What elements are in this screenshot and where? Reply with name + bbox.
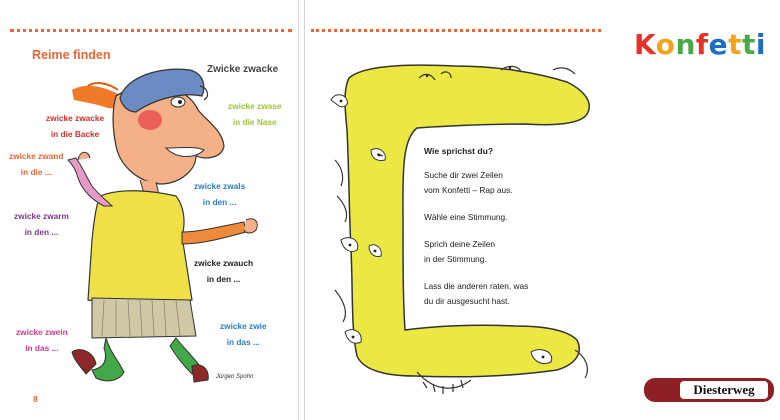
left-page (0, 0, 299, 420)
rhyme-line: in den ... (24, 227, 59, 237)
instruction-paragraph (424, 279, 589, 309)
instruction-line: du dir ausgesucht hast. (424, 296, 510, 306)
poem-title: Zwicke zwacke (207, 64, 279, 75)
rhyme-zwie (220, 318, 267, 350)
rhyme-zwauch (194, 255, 253, 287)
section-heading: Wie sprichst du? (424, 146, 494, 156)
instruction-line: Lass die anderen raten, was (424, 281, 529, 291)
publisher-name: Diesterweg (680, 381, 768, 399)
logo-letter: o (655, 28, 676, 61)
rhyme-line: in den ... (202, 197, 237, 207)
instruction-line: Wähle eine Stimmung. (424, 212, 508, 222)
instruction-paragraph (424, 168, 589, 198)
rhyme-zwals (194, 178, 245, 210)
publisher-badge (644, 378, 774, 402)
instruction-line: vom Konfetti – Rap aus. (424, 185, 513, 195)
rhyme-zwein (16, 324, 68, 356)
rhyme-line: in die Nase (232, 117, 277, 127)
rhyme-line: zwicke zwauch (194, 258, 254, 268)
rhyme-line: zwicke zwein (16, 327, 68, 337)
rhyme-line: in die ... (20, 167, 52, 177)
logo-letter: t (741, 28, 756, 61)
rhyme-line: zwicke zwase (228, 101, 282, 111)
rhyme-line: zwicke zwacke (46, 113, 105, 123)
konfetti-logo (634, 28, 766, 61)
rhyme-zwarm (14, 208, 69, 240)
instruction-line: Sprich deine Zeilen (424, 239, 496, 249)
rhyme-line: in das ... (226, 337, 260, 347)
logo-letter: f (695, 28, 709, 61)
rhyme-line: in die Backe (50, 129, 100, 139)
rhyme-line: zwicke zwand (9, 151, 64, 161)
instruction-paragraph (424, 210, 589, 225)
rhyme-nase (228, 98, 282, 130)
logo-letter: e (708, 28, 729, 61)
rhyme-line: zwicke zwals (194, 181, 246, 191)
logo-letter: i (755, 28, 766, 61)
instruction-paragraph (424, 237, 589, 267)
logo-letter: K (634, 28, 656, 61)
logo-letter: t (728, 28, 742, 61)
rhyme-line: zwicke zwarm (14, 211, 69, 221)
page-heading: Reime finden (32, 48, 111, 62)
instruction-line: Suche dir zwei Zeilen (424, 170, 503, 180)
instruction-line: in der Stimmung. (424, 254, 487, 264)
rhyme-line: zwicke zwie (220, 321, 267, 331)
rhyme-backe (46, 110, 104, 142)
rhyme-zwand (9, 148, 63, 180)
instructions-text (424, 168, 589, 321)
rhyme-line: in den ... (206, 274, 241, 284)
rhyme-line: in das ... (25, 343, 59, 353)
artist-signature: Jürgen Spohn (216, 374, 254, 380)
right-page (304, 0, 609, 420)
page-number: 8 (33, 394, 38, 404)
logo-letter: n (675, 28, 696, 61)
